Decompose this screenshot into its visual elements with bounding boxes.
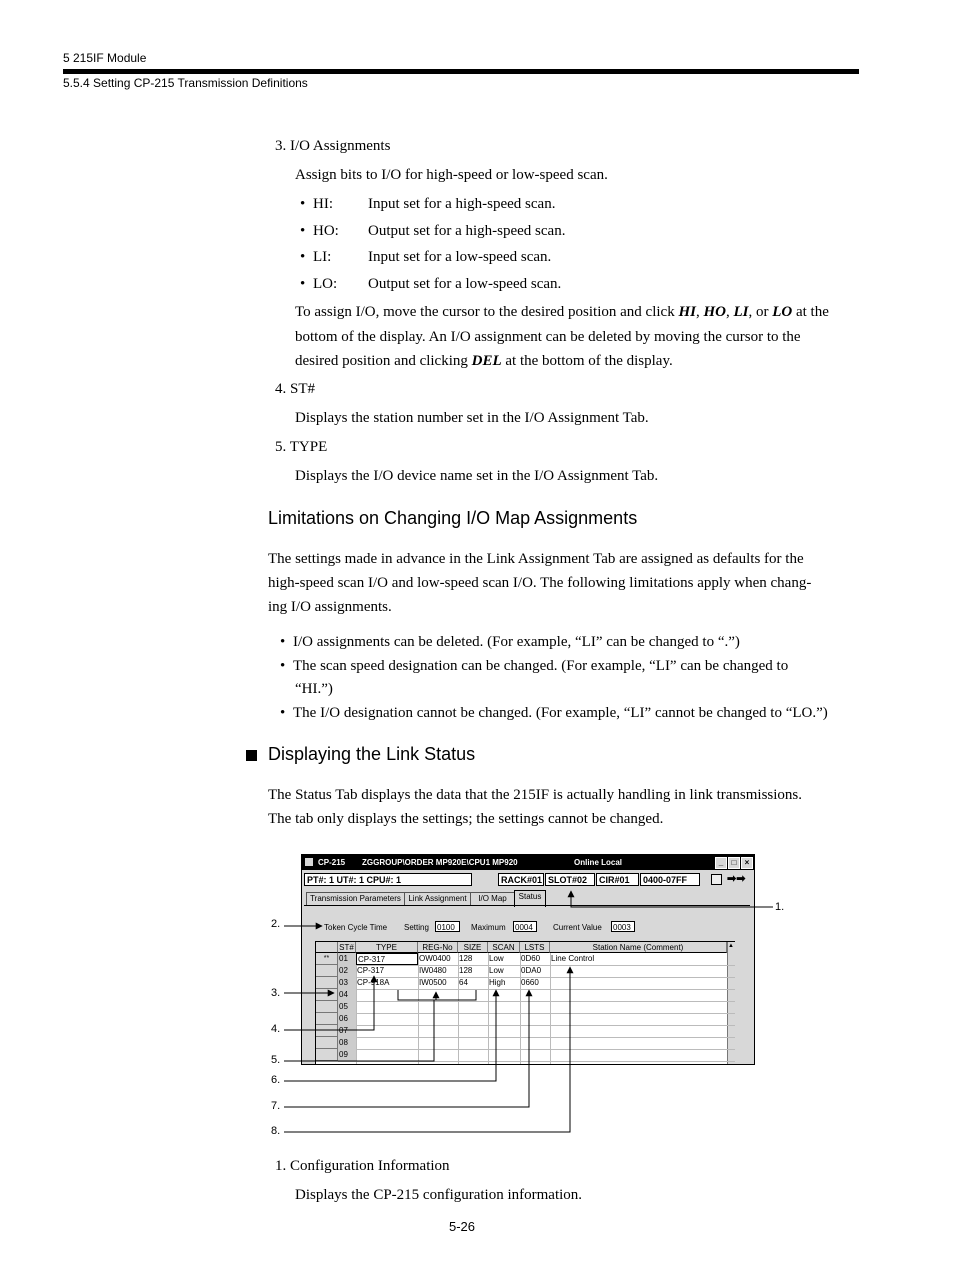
config-info-desc: Displays the CP-215 configuration information. xyxy=(295,1187,583,1203)
table-cell-type[interactable]: CP-918A xyxy=(357,978,390,987)
setting-label: Setting xyxy=(404,923,429,932)
app-icon xyxy=(305,858,313,866)
link-status-p1: The Status Tab displays the data that the 215IF is actually handling in link transmissions. xyxy=(268,787,803,803)
io-assignments-title: 3. I/O Assignments xyxy=(275,138,391,154)
row-selector[interactable] xyxy=(316,1037,338,1049)
title-mode: Online Local xyxy=(574,858,623,867)
navigate-arrows-icon[interactable]: ➡➡ xyxy=(727,873,746,885)
table-cell-st[interactable]: 01 xyxy=(338,953,356,965)
io-code-label: LI: xyxy=(313,249,332,265)
table-cell-st[interactable]: 04 xyxy=(338,989,356,1001)
type-desc: Displays the I/O device name set in the I/O Assignment Tab. xyxy=(295,468,659,484)
limitations-p2: high-speed scan I/O and low-speed scan I/O. The following limitations apply when chang- xyxy=(268,575,812,591)
table-cell-st[interactable]: 03 xyxy=(338,977,356,989)
cp215-window xyxy=(301,854,755,1065)
table-cell-st[interactable]: 02 xyxy=(338,965,356,977)
row-selector[interactable] xyxy=(316,1025,338,1037)
scroll-up-icon[interactable]: ▲ xyxy=(728,943,734,949)
row-selector[interactable] xyxy=(316,1013,338,1025)
tab-status[interactable]: Status xyxy=(514,890,546,907)
callout-label: 7. xyxy=(271,1100,281,1112)
config-info-left: PT#: 1 UT#: 1 CPU#: 1 xyxy=(304,873,472,886)
config-cir: CIR#01 xyxy=(596,873,639,886)
col-station-name: Station Name (Comment) xyxy=(550,942,727,953)
row-header-corner xyxy=(316,942,338,953)
list-item: • xyxy=(300,249,306,265)
col-type: TYPE xyxy=(356,942,418,953)
row-selector[interactable] xyxy=(316,1001,338,1013)
io-code-desc: Output set for a high-speed scan. xyxy=(368,223,566,239)
limitations-p3: ing I/O assignments. xyxy=(268,599,392,615)
io-assign-paragraph-line1: To assign I/O, move the cursor to the desired position and click HI, HO, LI, or LO at the xyxy=(295,304,829,320)
callout-label: 8. xyxy=(271,1125,281,1137)
table-cell-type[interactable]: CP-317 xyxy=(356,953,418,965)
link-status-p2: The tab only displays the settings; the settings cannot be changed. xyxy=(268,811,664,827)
square-bullet-icon xyxy=(246,750,257,761)
maximum-value: 0004 xyxy=(513,921,537,932)
tab-io-map[interactable]: I/O Map xyxy=(470,892,515,906)
row-selector[interactable] xyxy=(316,977,338,989)
maximize-button[interactable]: □ xyxy=(728,857,740,869)
col-scan: SCAN xyxy=(488,942,520,953)
title-path: ZGGROUP\ORDER MP920E\CPU1 MP920 xyxy=(362,858,518,867)
row-selector[interactable] xyxy=(316,989,338,1001)
limitation-bullet-3: The I/O designation cannot be changed. (For example, “LI” cannot be changed to “LO.”) xyxy=(293,705,828,721)
table-cell-scan[interactable]: High xyxy=(489,978,506,987)
callout-label: 3. xyxy=(271,987,281,999)
config-rack: RACK#01 xyxy=(498,873,544,886)
header-rule xyxy=(63,69,859,74)
config-slot: SLOT#02 xyxy=(545,873,595,886)
table-cell-scan[interactable]: Low xyxy=(489,954,504,963)
table-cell-st[interactable]: 07 xyxy=(338,1025,356,1037)
tab-transmission-parameters[interactable]: Transmission Parameters xyxy=(306,892,405,906)
io-assignments-intro: Assign bits to I/O for high-speed or low-speed scan. xyxy=(295,167,608,183)
current-value-label: Current Value xyxy=(553,923,602,932)
callout-label: 4. xyxy=(271,1023,281,1035)
table-cell-st[interactable]: 05 xyxy=(338,1001,356,1013)
row-selector[interactable] xyxy=(316,965,338,977)
table-cell-station-name[interactable]: Line Control xyxy=(551,954,595,963)
window-title-bar xyxy=(302,855,754,870)
table-cell-st[interactable]: 06 xyxy=(338,1013,356,1025)
io-code-desc: Input set for a low-speed scan. xyxy=(368,249,552,265)
st-desc: Displays the station number set in the I/O Assignment Tab. xyxy=(295,410,649,426)
table-cell-type[interactable]: CP-317 xyxy=(357,966,385,975)
callout-label: 5. xyxy=(271,1054,281,1066)
type-title: 5. TYPE xyxy=(275,439,328,455)
table-cell-st[interactable]: 08 xyxy=(338,1037,356,1049)
close-button[interactable]: × xyxy=(741,857,753,869)
row-selector[interactable] xyxy=(316,1049,338,1061)
table-cell-scan[interactable]: Low xyxy=(489,966,504,975)
link-status-heading: Displaying the Link Status xyxy=(268,744,476,764)
io-assign-paragraph-line3: desired position and clicking DEL at the bottom of the display. xyxy=(295,353,673,369)
table-cell-lsts[interactable]: 0DA0 xyxy=(521,966,542,975)
tab-divider xyxy=(304,905,750,906)
io-assign-paragraph-line2: bottom of the display. An I/O assignment can be deleted by moving the cursor to the xyxy=(295,329,801,345)
minimize-button[interactable]: _ xyxy=(715,857,727,869)
st-title: 4. ST# xyxy=(275,381,316,397)
save-icon[interactable] xyxy=(711,874,722,885)
table-scrollbar[interactable] xyxy=(727,942,735,1065)
section-header: 5.5.4 Setting CP-215 Transmission Definitions xyxy=(63,76,308,90)
io-code-label: LO: xyxy=(313,276,338,292)
table-cell-lsts[interactable]: 0660 xyxy=(521,978,539,987)
col-st: ST# xyxy=(338,942,356,953)
list-item: • xyxy=(280,658,286,674)
callout-label: 6. xyxy=(271,1074,281,1086)
title-app: CP-215 xyxy=(318,858,346,867)
list-item: • xyxy=(300,276,306,292)
row-marker[interactable]: ** xyxy=(316,953,338,965)
current-value: 0003 xyxy=(611,921,635,932)
table-cell-size[interactable]: 128 xyxy=(459,966,473,975)
table-cell-size[interactable]: 64 xyxy=(459,978,468,987)
callout-label: 2. xyxy=(271,918,281,930)
callout-label: 1. xyxy=(775,901,785,913)
status-table xyxy=(315,941,735,1065)
table-cell-size[interactable]: 128 xyxy=(459,954,473,963)
limitation-bullet-1: I/O assignments can be deleted. (For example, “LI” can be changed to “.”) xyxy=(293,634,740,650)
col-size: SIZE xyxy=(458,942,488,953)
config-info-title: 1. Configuration Information xyxy=(275,1158,450,1174)
col-lsts: LSTS xyxy=(520,942,550,953)
list-item: • xyxy=(280,705,286,721)
io-code-desc: Output set for a low-speed scan. xyxy=(368,276,562,292)
tab-link-assignment[interactable]: Link Assignment xyxy=(404,892,471,906)
limitations-p1: The settings made in advance in the Link Assignment Tab are assigned as defaults for the xyxy=(268,551,804,567)
io-code-desc: Input set for a high-speed scan. xyxy=(368,196,556,212)
chapter-header: 5 215IF Module xyxy=(63,51,147,65)
token-cycle-label: Token Cycle Time xyxy=(324,923,388,932)
limitation-bullet-2: The scan speed designation can be changed. (For example, “LI” can be changed to xyxy=(293,658,789,674)
config-range: 0400-07FF xyxy=(640,873,700,886)
list-item: • xyxy=(280,634,286,650)
table-cell-lsts[interactable]: 0D60 xyxy=(521,954,541,963)
setting-value: 0100 xyxy=(435,921,460,932)
table-cell-reg[interactable]: OW0400 xyxy=(419,954,451,963)
limitations-heading: Limitations on Changing I/O Map Assignments xyxy=(268,508,638,528)
table-cell-reg[interactable]: IW0500 xyxy=(419,978,447,987)
table-cell-st[interactable]: 09 xyxy=(338,1049,356,1061)
list-item: • xyxy=(300,196,306,212)
list-item: • xyxy=(300,223,306,239)
table-cell-reg[interactable]: IW0480 xyxy=(419,966,447,975)
io-code-label: HI: xyxy=(313,196,333,212)
page-number: 5-26 xyxy=(449,1219,476,1234)
maximum-label: Maximum xyxy=(471,923,506,932)
col-reg-no: REG-No xyxy=(418,942,458,953)
io-code-label: HO: xyxy=(313,223,339,239)
limitation-bullet-2-cont: “HI.”) xyxy=(295,681,333,697)
